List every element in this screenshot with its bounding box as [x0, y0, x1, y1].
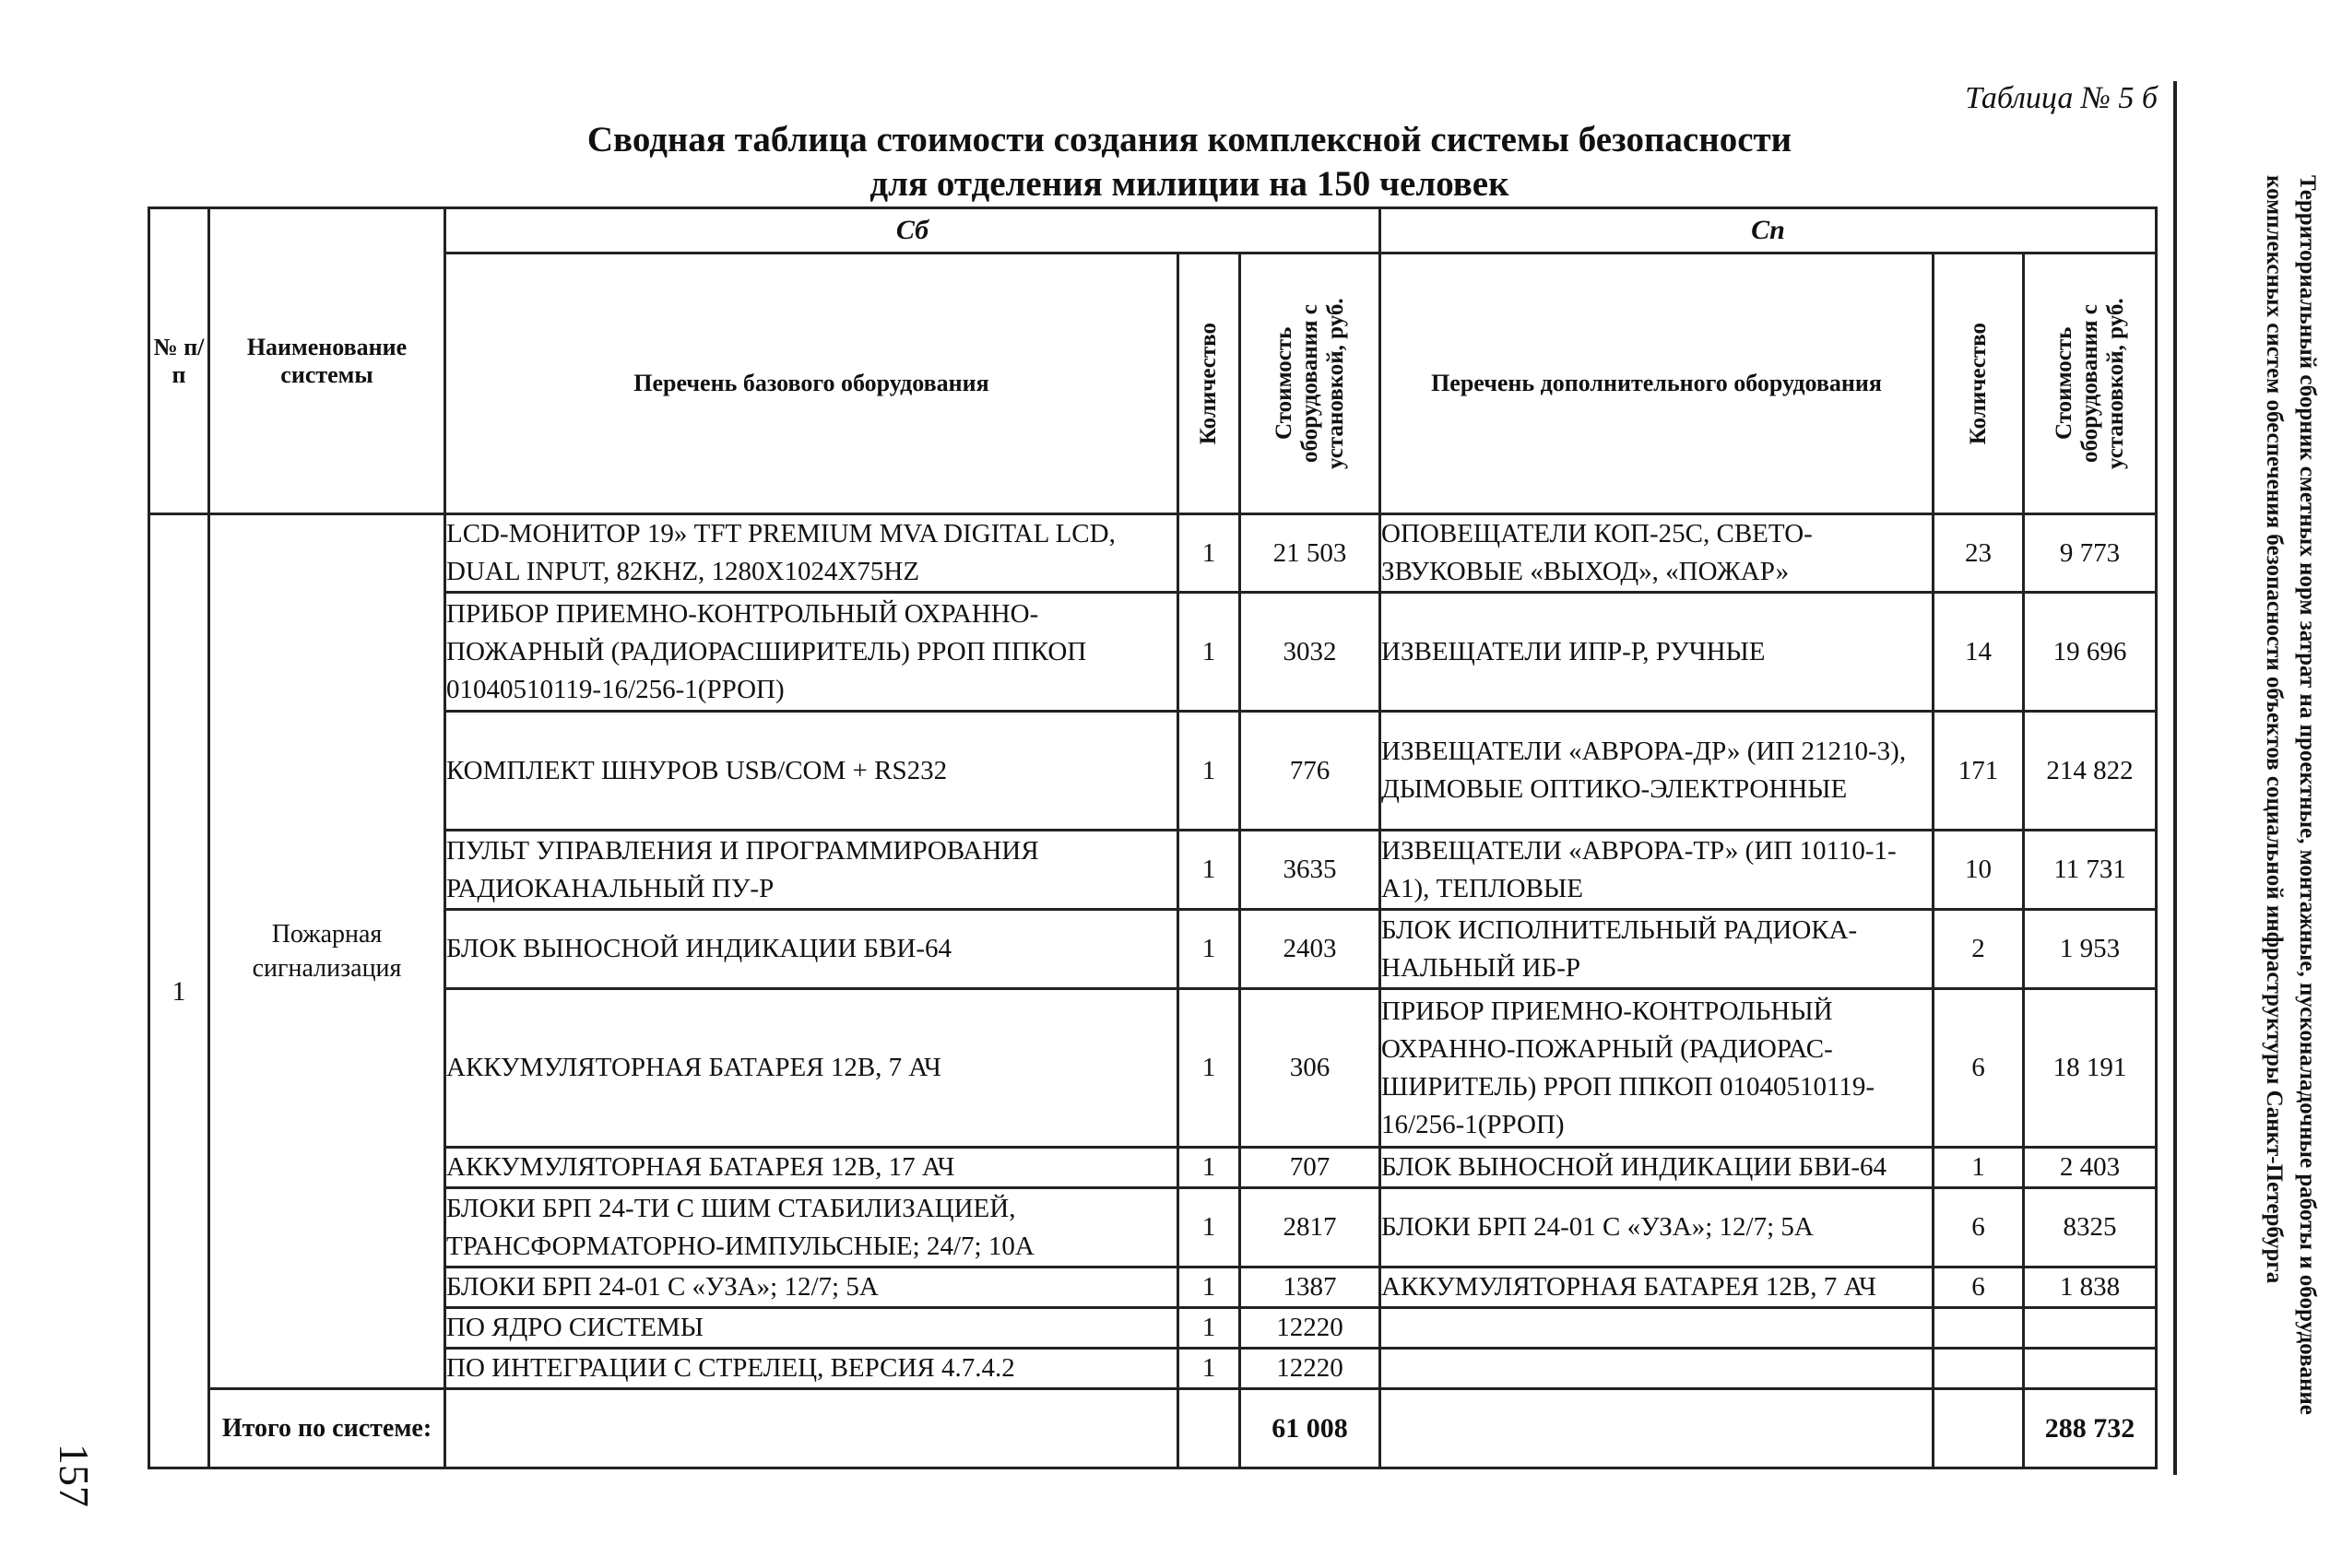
column-header-system-name: Наименование системы [209, 208, 445, 514]
cost-cell: 12220 [1240, 1308, 1380, 1349]
base-equipment-cell: ПРИБОР ПРИЕМНО-КОНТРОЛЬНЫЙ ОХРАННО-ПОЖАРНЫЙ (РАДИОРАСШИРИТЕЛЬ) РРОП ППКОП 01040510119-16/256-1(РРОП) [445, 593, 1178, 712]
additional-equipment-cell: ПРИБОР ПРИЕМНО-КОНТРОЛЬНЫЙ ОХРАННО-ПОЖАРНЫЙ (РАДИОРАС-ШИРИТЕЛЬ) РРОП ППКОП 01040510119-16/256-1(РРОП) [1380, 989, 1934, 1148]
table-row [149, 989, 2157, 1148]
column-header-number: № п/п [149, 208, 209, 514]
total-sb-cost: 61 008 [1240, 1389, 1380, 1468]
table-row [149, 514, 2157, 593]
quantity-2-cell [1934, 1349, 2024, 1389]
table-row [149, 1148, 2157, 1188]
quantity-cell: 1 [1178, 1267, 1240, 1308]
additional-equipment-cell [1380, 1308, 1934, 1349]
total-row [149, 1389, 2157, 1468]
column-header-quantity-text: Количество [1196, 322, 1221, 445]
additional-equipment-cell: ОПОВЕЩАТЕЛИ КОП-25С, СВЕТО-ЗВУКОВЫЕ «ВЫХОД», «ПОЖАР» [1380, 514, 1934, 593]
cost-2-cell [2024, 1349, 2157, 1389]
additional-equipment-cell: БЛОК ВЫНОСНОЙ ИНДИКАЦИИ БВИ-64 [1380, 1148, 1934, 1188]
table-header [149, 208, 2157, 514]
cost-cell: 776 [1240, 712, 1380, 831]
quantity-2-cell: 10 [1934, 831, 2024, 910]
cost-2-cell: 11 731 [2024, 831, 2157, 910]
quantity-cell: 1 [1178, 1308, 1240, 1349]
cost-2-cell: 2 403 [2024, 1148, 2157, 1188]
base-equipment-cell: ПО ЯДРО СИСТЕМЫ [445, 1308, 1178, 1349]
base-equipment-cell: АККУМУЛЯТОРНАЯ БАТАРЕЯ 12В, 17 АЧ [445, 1148, 1178, 1188]
cost-cell: 3032 [1240, 593, 1380, 712]
base-equipment-cell: БЛОК ВЫНОСНОЙ ИНДИКАЦИИ БВИ-64 [445, 910, 1178, 989]
total-empty-cell [1178, 1389, 1240, 1468]
title-line-1: Сводная таблица стоимости создания комплексной системы безопасности [586, 120, 1792, 159]
table-row [149, 593, 2157, 712]
column-header-cost-2 [2024, 253, 2157, 514]
quantity-cell: 1 [1178, 1148, 1240, 1188]
cost-2-cell [2024, 1308, 2157, 1349]
quantity-cell: 1 [1178, 1188, 1240, 1267]
cost-cell: 12220 [1240, 1349, 1380, 1389]
cost-2-cell: 19 696 [2024, 593, 2157, 712]
column-header-quantity-2-text: Количество [1965, 322, 1991, 445]
margin-rule [2173, 81, 2177, 1475]
table-row [149, 910, 2157, 989]
row-number: 1 [149, 514, 209, 1468]
base-equipment-cell: ПО ИНТЕГРАЦИИ С СТРЕЛЕЦ, ВЕРСИЯ 4.7.4.2 [445, 1349, 1178, 1389]
quantity-cell: 1 [1178, 989, 1240, 1148]
base-equipment-cell: АККУМУЛЯТОРНАЯ БАТАРЕЯ 12В, 7 АЧ [445, 989, 1178, 1148]
quantity-cell: 1 [1178, 1349, 1240, 1389]
running-header-vertical [2213, 175, 2324, 1466]
total-label: Итого по системе: [209, 1389, 445, 1468]
column-header-additional-equipment: Перечень дополнительного оборудования [1380, 253, 1934, 514]
base-equipment-cell: КОМПЛЕКТ ШНУРОВ USB/COM + RS232 [445, 712, 1178, 831]
quantity-2-cell: 1 [1934, 1148, 2024, 1188]
additional-equipment-cell: ИЗВЕЩАТЕЛИ «АВРОРА-ТР» (ИП 10110-1-А1), ТЕПЛОВЫЕ [1380, 831, 1934, 910]
cost-2-cell: 18 191 [2024, 989, 2157, 1148]
cost-cell: 306 [1240, 989, 1380, 1148]
cost-summary-table [148, 206, 2158, 1469]
quantity-cell: 1 [1178, 593, 1240, 712]
cost-cell: 21 503 [1240, 514, 1380, 593]
page-number [37, 1424, 111, 1526]
table-row [149, 1349, 2157, 1389]
group-header-sb: Сб [445, 208, 1380, 253]
quantity-2-cell: 2 [1934, 910, 2024, 989]
table-number-caption: Таблица № 5 б [1965, 81, 2158, 115]
quantity-cell: 1 [1178, 712, 1240, 831]
table-row [149, 831, 2157, 910]
quantity-2-cell [1934, 1308, 2024, 1349]
column-header-cost-2-text: Стоимость оборудования с установкой, руб. [2051, 298, 2128, 469]
column-header-quantity [1178, 253, 1240, 514]
additional-equipment-cell: БЛОКИ БРП 24-01 С «УЗА»; 12/7; 5А [1380, 1188, 1934, 1267]
total-empty-cell [1934, 1389, 2024, 1468]
running-header-line-1: Территориальный сборник сметных норм затрат на проектные, монтажные, пусконаладочные работы и оборудование [2295, 175, 2320, 1415]
quantity-cell: 1 [1178, 831, 1240, 910]
base-equipment-cell: LCD-МОНИТОР 19» TFT PREMIUM MVA DIGITAL LCD, DUAL INPUT, 82KHZ, 1280X1024X75HZ [445, 514, 1178, 593]
cost-2-cell: 1 838 [2024, 1267, 2157, 1308]
additional-equipment-cell [1380, 1349, 1934, 1389]
quantity-2-cell: 14 [1934, 593, 2024, 712]
column-header-cost-text: Стоимость оборудования с установкой, руб. [1271, 298, 1348, 469]
system-name: Пожарная сигнализация [209, 514, 445, 1389]
quantity-2-cell: 171 [1934, 712, 2024, 831]
total-sp-cost: 288 732 [2024, 1389, 2157, 1468]
running-header-line-2: комплексных систем обеспечения безопасности объектов социальной инфраструктуры Санкт-Петербурга [2262, 175, 2287, 1284]
cost-cell: 1387 [1240, 1267, 1380, 1308]
total-empty-cell [1380, 1389, 1934, 1468]
cost-2-cell: 9 773 [2024, 514, 2157, 593]
cost-2-cell: 8325 [2024, 1188, 2157, 1267]
cost-cell: 2817 [1240, 1188, 1380, 1267]
cost-cell: 707 [1240, 1148, 1380, 1188]
table-row [149, 712, 2157, 831]
cost-2-cell: 1 953 [2024, 910, 2157, 989]
quantity-2-cell: 6 [1934, 1267, 2024, 1308]
table-row [149, 1267, 2157, 1308]
base-equipment-cell: ПУЛЬТ УПРАВЛЕНИЯ И ПРОГРАММИРОВАНИЯ РАДИОКАНАЛЬНЫЙ ПУ-Р [445, 831, 1178, 910]
column-header-quantity-2 [1934, 253, 2024, 514]
page-title [461, 118, 1918, 206]
header-group-row [149, 208, 2157, 253]
quantity-cell: 1 [1178, 910, 1240, 989]
quantity-2-cell: 6 [1934, 1188, 2024, 1267]
base-equipment-cell: БЛОКИ БРП 24-01 С «УЗА»; 12/7; 5А [445, 1267, 1178, 1308]
page-number-text: 157 [50, 1443, 98, 1507]
title-line-2: для отделения милиции на 150 человек [869, 164, 1509, 204]
base-equipment-cell: БЛОКИ БРП 24-ТИ С ШИМ СТАБИЛИЗАЦИЕЙ, ТРАНСФОРМАТОРНО-ИМПУЛЬСНЫЕ; 24/7; 10А [445, 1188, 1178, 1267]
additional-equipment-cell: АККУМУЛЯТОРНАЯ БАТАРЕЯ 12В, 7 АЧ [1380, 1267, 1934, 1308]
additional-equipment-cell: БЛОК ИСПОЛНИТЕЛЬНЫЙ РАДИОКА-НАЛЬНЫЙ ИБ-Р [1380, 910, 1934, 989]
group-header-sp: Сп [1380, 208, 2157, 253]
table-row [149, 1308, 2157, 1349]
quantity-2-cell: 6 [1934, 989, 2024, 1148]
cost-cell: 3635 [1240, 831, 1380, 910]
additional-equipment-cell: ИЗВЕЩАТЕЛИ ИПР-Р, РУЧНЫЕ [1380, 593, 1934, 712]
cost-cell: 2403 [1240, 910, 1380, 989]
additional-equipment-cell: ИЗВЕЩАТЕЛИ «АВРОРА-ДР» (ИП 21210-3), ДЫМОВЫЕ ОПТИКО-ЭЛЕКТРОННЫЕ [1380, 712, 1934, 831]
quantity-cell: 1 [1178, 514, 1240, 593]
total-empty-cell [445, 1389, 1178, 1468]
table-row [149, 1188, 2157, 1267]
table-body [149, 514, 2157, 1468]
cost-2-cell: 214 822 [2024, 712, 2157, 831]
column-header-base-equipment: Перечень базового оборудования [445, 253, 1178, 514]
quantity-2-cell: 23 [1934, 514, 2024, 593]
header-columns-row [149, 253, 2157, 514]
column-header-cost [1240, 253, 1380, 514]
